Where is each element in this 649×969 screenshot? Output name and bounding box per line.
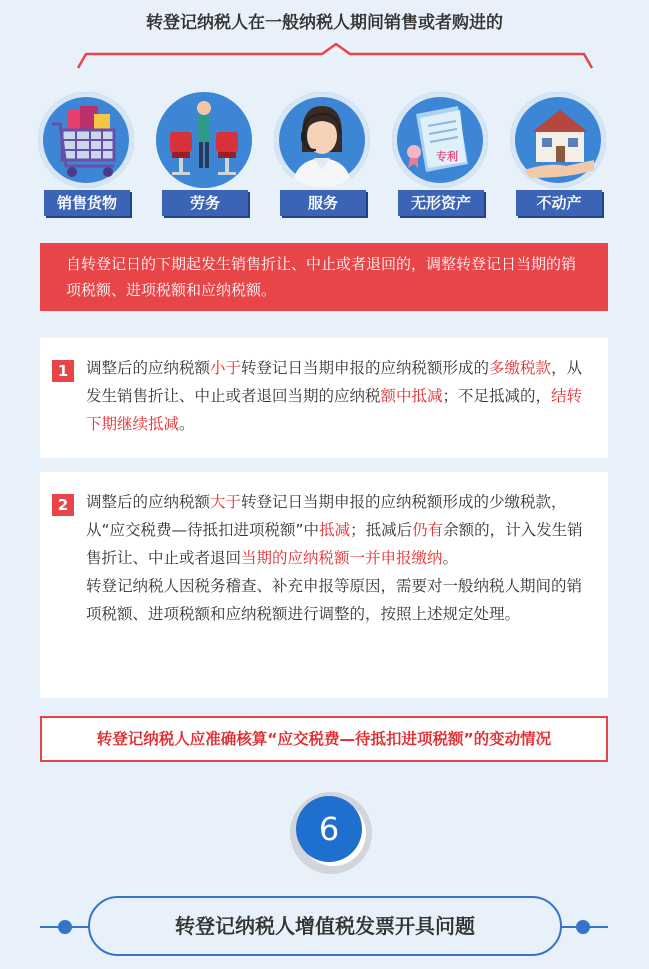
section-number-badge bbox=[290, 792, 372, 874]
rule-text-segment: 调整后的应纳税额 bbox=[86, 359, 211, 377]
rule-highlight: 当期的应纳税额一并申报缴纳 bbox=[241, 549, 443, 567]
house-icon bbox=[510, 92, 606, 188]
category-labor bbox=[154, 92, 254, 222]
rule-highlight: 结转下期继续抵减 bbox=[86, 387, 583, 433]
category-label: 无形资产 bbox=[398, 190, 484, 216]
rule-card-2 bbox=[40, 472, 608, 698]
rule-highlight: 小于 bbox=[210, 359, 242, 377]
rule-text-segment: 转登记日当期申报的应纳税额形成的少缴税款，从“应交税费—待抵扣进项税额”中 bbox=[86, 493, 567, 539]
rule-number: 1 bbox=[52, 360, 74, 382]
rule-highlight: 抵减 bbox=[319, 521, 351, 539]
category-real-estate bbox=[508, 92, 608, 222]
notice-box: 转登记纳税人应准确核算“应交税费—待抵扣进项税额”的变动情况 bbox=[40, 716, 608, 762]
rule-number: 2 bbox=[52, 494, 74, 516]
rule-text-segment: ；不足抵减的， bbox=[442, 387, 552, 405]
rule-text bbox=[86, 354, 588, 438]
category-intangible bbox=[390, 92, 490, 222]
category-label: 劳务 bbox=[162, 190, 248, 216]
barber-chairs-icon bbox=[156, 92, 252, 188]
page-title: 转登记纳税人在一般纳税人期间销售或者购进的 bbox=[146, 13, 503, 33]
rule-text-segment: 。 bbox=[442, 549, 459, 567]
section-title: 转登记纳税人增值税发票开具问题 bbox=[88, 896, 562, 956]
category-label: 销售货物 bbox=[44, 190, 130, 216]
rule-text-segment: ；抵减后 bbox=[350, 521, 413, 539]
rule-text-segment: ，从发生销售折让、中止或者退回当期的应纳税 bbox=[86, 359, 583, 405]
category-label: 不动产 bbox=[516, 190, 602, 216]
rule-card-1 bbox=[40, 338, 608, 458]
rule-text-segment: 转登记日当期申报的应纳税额形成的 bbox=[241, 359, 490, 377]
title-bracket bbox=[76, 40, 594, 72]
category-icons bbox=[36, 92, 616, 222]
category-label: 服务 bbox=[280, 190, 366, 216]
rule-highlight: 仍有 bbox=[412, 521, 444, 539]
rule-text-segment: 。 bbox=[179, 415, 195, 433]
rule-highlight: 多缴税款 bbox=[489, 359, 552, 377]
divider-dot-left bbox=[58, 920, 72, 934]
divider-dot-right bbox=[576, 920, 590, 934]
adjustment-banner: 自转登记日的下期起发生销售折让、中止或者退回的，调整转登记日当期的销项税额、进项税额和应纳税额。 bbox=[40, 243, 608, 311]
rule-text-segment: 调整后的应纳税额 bbox=[86, 493, 211, 511]
rule-highlight: 额中抵减 bbox=[380, 387, 443, 405]
category-goods bbox=[36, 92, 136, 222]
rule-text bbox=[86, 488, 588, 572]
section-number: 6 bbox=[296, 796, 362, 862]
rule-extra-text: 转登记纳税人因税务稽查、补充申报等原因，需要对一般纳税人期间的销项税额、进项税额和应纳税额进行调整的，按照上述规定处理。 bbox=[86, 577, 583, 623]
customer-service-icon bbox=[274, 92, 370, 188]
rule-text-segment: 余额的，计入发生销售折让、中止或者退回 bbox=[86, 521, 583, 567]
shopping-cart-icon bbox=[38, 92, 134, 188]
rule-highlight: 大于 bbox=[210, 493, 242, 511]
category-service bbox=[272, 92, 372, 222]
patent-document-icon bbox=[392, 92, 488, 188]
svg-text:专利: 专利 bbox=[436, 150, 458, 163]
